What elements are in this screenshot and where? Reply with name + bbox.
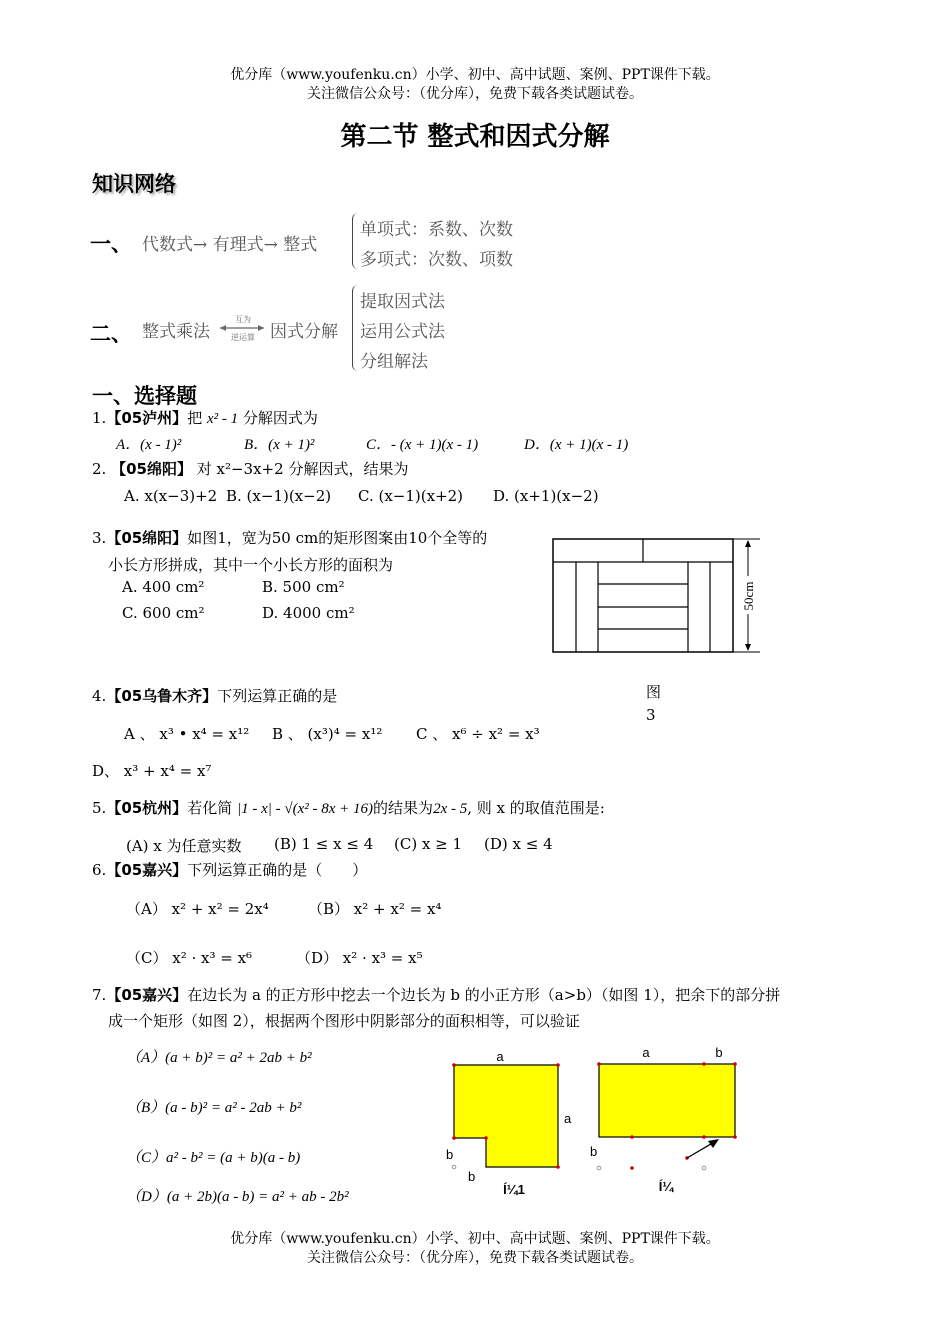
q2-stem-text: 对 x²−3x+2 分解因式，结果为 xyxy=(196,460,409,478)
row2-brace xyxy=(352,285,359,371)
row1-chain: 代数式→ 有理式→ 整式 xyxy=(142,235,318,255)
q4-option-b[interactable]: B 、 (x³)⁴ = x¹² xyxy=(272,725,383,743)
q1-stem xyxy=(92,407,318,428)
q3-figure xyxy=(550,536,762,656)
row2-item-2: 运用公式法 xyxy=(360,322,445,342)
q2-option-d[interactable]: D. (x+1)(x−2) xyxy=(493,487,599,505)
q1-option-c[interactable]: C．- (x + 1)(x - 1) xyxy=(366,437,479,453)
q3-stem-2: 小长方形拼成，其中一个小长方形的面积为 xyxy=(108,556,394,574)
q3-source: 【05绵阳】 xyxy=(106,529,188,547)
q4-stem-text: 下列运算正确的是 xyxy=(217,687,338,705)
q6-number: 6. xyxy=(92,861,107,879)
q7-fig2-label-a: a xyxy=(642,1045,650,1060)
row1-number: 一、 xyxy=(90,232,132,256)
q7-fig2-label-b: b xyxy=(715,1045,723,1060)
q7-figure-1 xyxy=(438,1045,572,1200)
q6-stem xyxy=(92,859,367,880)
q7-fig1-label-right: a xyxy=(564,1111,572,1126)
q4-option-a[interactable]: A 、 x³ • x⁴ = x¹² xyxy=(124,725,250,743)
q6-source: 【05嘉兴】 xyxy=(106,861,188,879)
q7-stem-2: 成一个矩形（如图 2），根据两个图形中阴影部分的面积相等，可以验证 xyxy=(108,1012,580,1030)
q4-stem xyxy=(92,685,337,706)
q7-stem-text-1: 在边长为 a 的正方形中挖去一个边长为 b 的小正方形（a>b）（如图 1），把余下的部分拼 xyxy=(187,986,781,1004)
knowledge-heading: 知识网络 xyxy=(92,172,176,196)
q1-source: 【05泸州】 xyxy=(106,409,188,427)
q7-number: 7. xyxy=(92,986,107,1004)
q1-option-b[interactable]: B．(x + 1)² xyxy=(244,437,315,453)
q5-option-b[interactable]: (B) 1 ≤ x ≤ 4 xyxy=(274,835,374,853)
q3-stem-1 xyxy=(92,527,487,548)
q4-source: 【05乌鲁木齐】 xyxy=(106,687,218,705)
q6-option-d[interactable]: （D） x² · x³ = x⁵ xyxy=(296,949,423,967)
q3-option-a[interactable]: A. 400 cm² xyxy=(122,578,205,596)
inverse-arrow-icon xyxy=(218,311,268,345)
q3-number: 3. xyxy=(92,529,107,547)
row1-brace xyxy=(352,213,359,269)
row2-left: 整式乘法 xyxy=(142,322,210,342)
q5-expr: |1 - x| - √(x² - 8x + 16) xyxy=(236,801,374,817)
q2-option-c[interactable]: C. (x−1)(x+2) xyxy=(358,487,464,505)
section-heading: 一、选择题 xyxy=(92,384,197,408)
q2-option-b[interactable]: B. (x−1)(x−2) xyxy=(226,487,332,505)
inverse-arrow xyxy=(218,311,268,345)
q3-stem-text-1: 如图1，宽为50 cm的矩形图案由10个全等的 xyxy=(187,529,488,547)
q4-number: 4. xyxy=(92,687,107,705)
q2-source: 【05绵阳】 xyxy=(111,460,192,478)
q1-stem-pre: 把 xyxy=(187,409,203,427)
q5-stem-pre: 若化简 xyxy=(187,799,233,817)
q2-number: 2. xyxy=(92,460,107,478)
row2-right: 因式分解 xyxy=(270,322,338,342)
q3-fig-caption-1: 图 xyxy=(646,683,662,701)
q5-stem-post: , 则 x 的取值范围是: xyxy=(467,799,605,817)
q7-fig1-caption: Í¼1 xyxy=(503,1182,525,1197)
header-line-2: 关注微信公众号：（优分库），免费下载各类试题试卷。 xyxy=(307,86,643,102)
q2-stem xyxy=(92,458,408,479)
q7-fig2-caption: Í¼ xyxy=(658,1179,674,1194)
q7-option-a[interactable]: （A）(a + b)² = a² + 2ab + b² xyxy=(126,1050,312,1066)
q1-number: 1. xyxy=(92,409,107,427)
q7-fig2-label-left: b xyxy=(590,1144,598,1159)
q5-source: 【05杭州】 xyxy=(106,799,188,817)
q1-option-d[interactable]: D．(x + 1)(x - 1) xyxy=(524,437,629,453)
q1-option-a[interactable]: A．(x - 1)² xyxy=(116,437,182,453)
q7-option-c[interactable]: （C）a² - b² = (a + b)(a - b) xyxy=(126,1150,301,1166)
q5-option-a[interactable]: (A) x 为任意实数 xyxy=(126,837,242,855)
row1-item-2: 多项式：次数、项数 xyxy=(360,250,513,270)
q7-fig1-label-bottom: b xyxy=(468,1169,476,1184)
q4-option-c[interactable]: C 、 x⁶ ÷ x² = x³ xyxy=(416,725,540,743)
q6-option-a[interactable]: （A） x² + x² = 2x⁴ xyxy=(126,900,269,918)
q5-stem-mid: 的结果为 xyxy=(373,799,434,817)
q5-option-d[interactable]: (D) x ≤ 4 xyxy=(484,835,553,853)
row2-number: 二、 xyxy=(90,322,132,346)
q5-stem xyxy=(92,797,605,818)
page-title: 第二节 整式和因式分解 xyxy=(340,122,610,152)
q6-stem-text: 下列运算正确的是（ ） xyxy=(187,861,368,879)
q3-option-b[interactable]: B. 500 cm² xyxy=(262,578,345,596)
q4-option-d[interactable]: D、 x³ + x⁴ = x⁷ xyxy=(92,762,212,780)
q1-expr: x² - 1 xyxy=(206,411,239,427)
arrow-top-label: 互为 xyxy=(235,315,251,324)
q3-dimension-label: 50cm xyxy=(741,581,756,611)
q7-option-b[interactable]: （B）(a - b)² = a² - 2ab + b² xyxy=(126,1100,302,1116)
row2-item-3: 分组解法 xyxy=(360,352,428,372)
q1-stem-post: 分解因式为 xyxy=(242,409,318,427)
q7-figure-2 xyxy=(586,1042,746,1200)
q5-result: 2x - 5 xyxy=(433,801,468,817)
q7-fig1-label-left: b xyxy=(446,1147,454,1162)
q5-option-c[interactable]: (C) x ≥ 1 xyxy=(394,835,463,853)
row2-item-1: 提取因式法 xyxy=(360,292,445,312)
footer-line-2: 关注微信公众号：（优分库），免费下载各类试题试卷。 xyxy=(307,1250,643,1266)
arrow-bottom-label: 逆运算 xyxy=(231,333,255,342)
q6-option-b[interactable]: （B） x² + x² = x⁴ xyxy=(308,900,442,918)
q7-option-d[interactable]: （D）(a + 2b)(a - b) = a² + ab - 2b² xyxy=(126,1189,349,1205)
q7-stem-1 xyxy=(92,984,780,1005)
q2-option-a[interactable]: A. x(x−3)+2 xyxy=(124,487,218,505)
header-line-1: 优分库（www.youfenku.cn）小学、初中、高中试题、案例、PPT课件下载。 xyxy=(230,67,720,83)
q3-option-d[interactable]: D. 4000 cm² xyxy=(262,604,355,622)
q3-option-c[interactable]: C. 600 cm² xyxy=(122,604,205,622)
q3-fig-caption-2: 3 xyxy=(646,706,656,724)
q7-fig1-label-top: a xyxy=(496,1049,504,1064)
q5-number: 5. xyxy=(92,799,107,817)
row1-item-1: 单项式：系数、次数 xyxy=(360,220,513,240)
q6-option-c[interactable]: （C） x² · x³ = x⁶ xyxy=(126,949,253,967)
q7-source: 【05嘉兴】 xyxy=(106,986,188,1004)
footer-line-1: 优分库（www.youfenku.cn）小学、初中、高中试题、案例、PPT课件下载。 xyxy=(230,1231,720,1247)
